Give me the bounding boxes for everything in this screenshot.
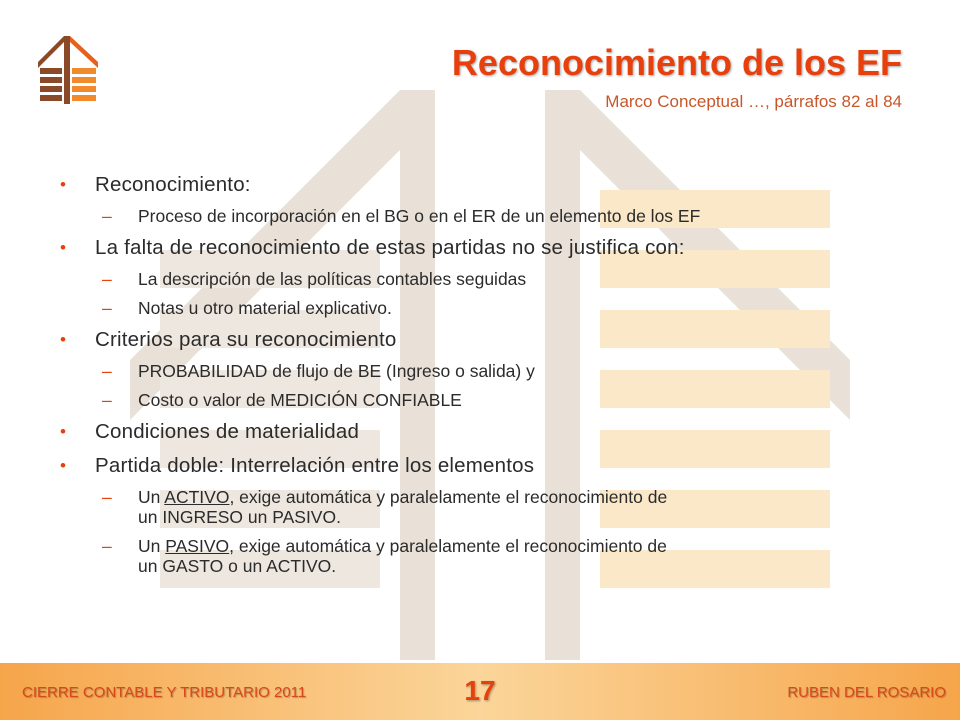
bullet-marker-icon: • [60,330,67,349]
sub-bullet-item [60,298,920,318]
page-number: 17 [464,675,496,706]
footer-author: RUBEN DEL ROSARIO [787,684,946,701]
dash-marker-icon: – [102,361,112,381]
sub-bullet-item [60,361,920,381]
slide-subtitle: Marco Conceptual …, párrafos 82 al 84 [605,92,902,111]
sub-bullet-item [60,206,920,226]
bullet-text: Criterios para su reconocimiento [95,328,397,351]
bullet-marker-icon: • [60,456,67,475]
footer-bar [0,663,960,720]
bullet-list [60,172,920,585]
bullet-text: Reconocimiento: [95,173,251,196]
dash-marker-icon: – [102,390,112,410]
sub-bullet-item [60,269,920,289]
sub-bullet-post: , exige automática y paralelamente el reconocimiento de [229,536,667,556]
dash-marker-icon: – [102,206,112,226]
sub-bullet-post: , exige automática y paralelamente el reconocimiento de [229,487,668,507]
sub-bullet-pre: Un [138,536,166,556]
sub-bullet-text: Costo o valor de MEDICIÓN CONFIABLE [138,390,462,410]
dash-marker-icon: – [102,487,112,507]
sub-bullet-line2: un INGRESO un PASIVO. [138,507,341,527]
bullet-marker-icon: • [60,175,67,194]
sub-bullet-text: Notas u otro material explicativo. [138,298,392,318]
bullet-text: Condiciones de materialidad [95,420,360,443]
bullet-marker-icon: • [60,422,67,441]
sub-bullet-emphasis: ACTIVO [164,487,230,507]
footer-event-name: CIERRE CONTABLE Y TRIBUTARIO 2011 [22,684,307,701]
sub-bullet-item [60,390,920,410]
bullet-marker-icon: • [60,238,67,257]
sub-bullet-text: Proceso de incorporación en el BG o en el ER de un elemento de los EF [138,206,701,226]
bullet-text: La falta de reconocimiento de estas partidas no se justifica con: [95,236,685,259]
bullet-item [60,327,920,353]
sub-bullet-item [60,487,920,527]
dash-marker-icon: – [102,298,112,318]
sub-bullet-text: La descripción de las políticas contables seguidas [138,269,527,289]
bullet-item [60,419,920,445]
company-logo [34,34,102,106]
dash-marker-icon: – [102,536,112,556]
sub-bullet-line2: un GASTO o un ACTIVO. [138,556,337,576]
slide-title: Reconocimiento de los EF [451,42,902,83]
sub-bullet-item [60,536,920,576]
sub-bullet-text: PROBABILIDAD de flujo de BE (Ingreso o salida) y [138,361,535,381]
bullet-text: Partida doble: Interrelación entre los elementos [95,454,535,477]
bullet-item [60,235,920,261]
bullet-item [60,453,920,479]
sub-bullet-pre: Un [138,487,165,507]
bullet-item [60,172,920,198]
dash-marker-icon: – [102,269,112,289]
sub-bullet-emphasis: PASIVO [165,536,230,556]
